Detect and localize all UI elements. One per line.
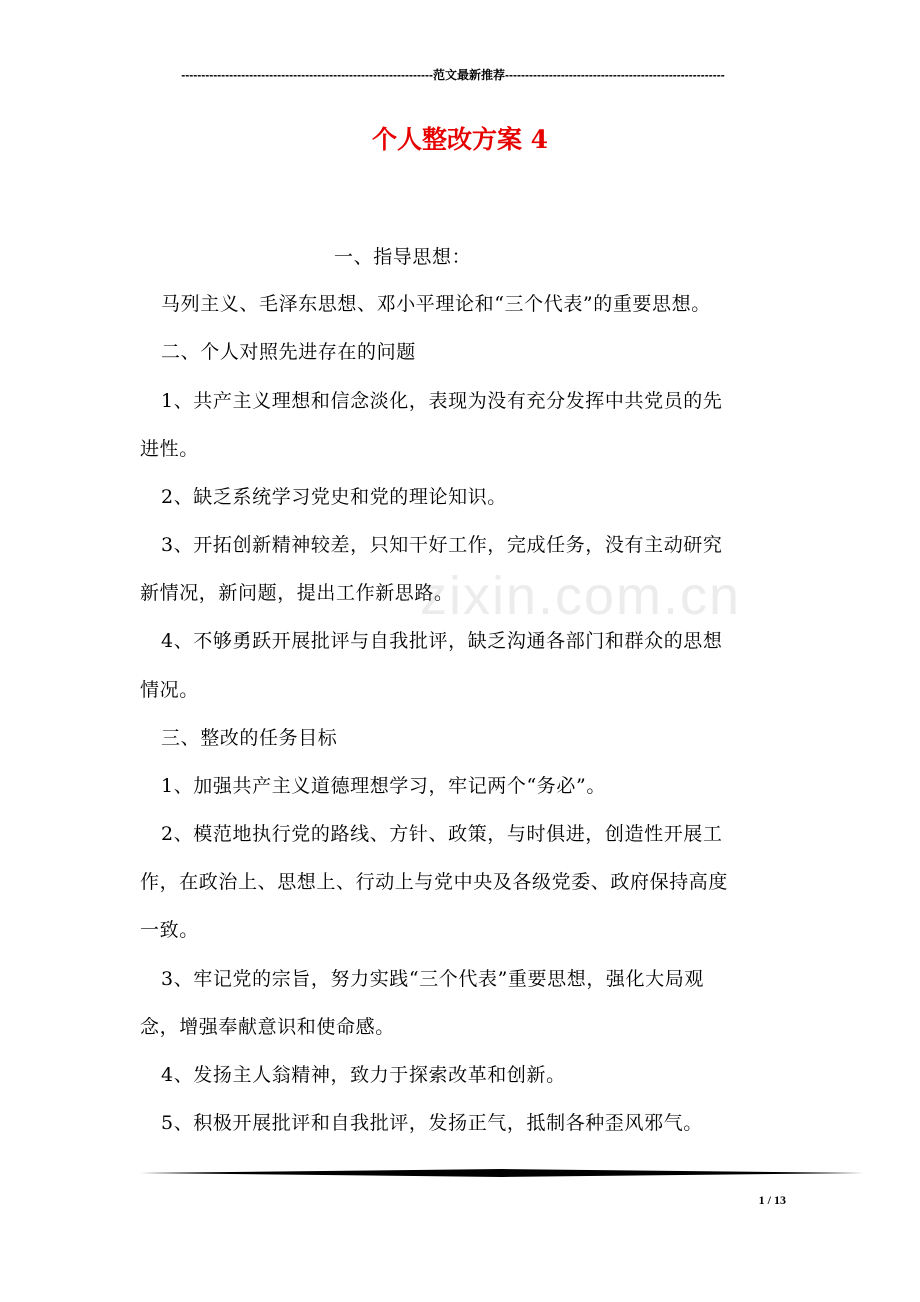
paragraph-line: 5、积极开展批评和自我批评，发扬正气，抵制各种歪风邪气。	[161, 1112, 703, 1134]
paragraph-line: 3、开拓创新精神较差，只知干好工作，完成任务，没有主动研究	[161, 534, 723, 556]
section-heading: 一、指导思想：	[334, 246, 472, 268]
section-heading: 二、个人对照先进存在的问题	[161, 341, 416, 363]
paragraph-line: 1、加强共产主义道德理想学习，牢记两个“务必”。	[161, 775, 606, 797]
paragraph-line: 2、缺乏系统学习党史和党的理论知识。	[161, 486, 507, 508]
paragraph-line: 新情况，新问题，提出工作新思路。	[140, 582, 454, 604]
section-heading: 三、整改的任务目标	[161, 727, 338, 749]
paragraph-line: 1、共产主义理想和信念淡化，表现为没有充分发挥中共党员的先	[161, 390, 723, 412]
document-title: 个人整改方案 4	[371, 125, 549, 154]
paragraph-line: 4、发扬主人翁精神，致力于探索改革和创新。	[161, 1064, 566, 1086]
watermark: zixin.com.cn	[420, 566, 742, 626]
paragraph-line: 念，增强奉献意识和使命感。	[140, 1016, 395, 1038]
footer-divider	[140, 1168, 864, 1178]
header-banner: ---------------------------------------------------------------范文最新推荐-------------------------------------------------------	[181, 68, 725, 82]
paragraph-line: 2、模范地执行党的路线、方针、政策，与时俱进，创造性开展工	[161, 823, 723, 845]
paragraph-line: 3、牢记党的宗旨，努力实践“三个代表”重要思想，强化大局观	[161, 968, 704, 990]
paragraph-line: 一致。	[140, 919, 199, 941]
paragraph-line: 作，在政治上、思想上、行动上与党中央及各级党委、政府保持高度	[140, 871, 729, 893]
paragraph-line: 进性。	[140, 438, 199, 460]
paragraph-line: 情况。	[140, 679, 199, 701]
paragraph-line: 马列主义、毛泽东思想、邓小平理论和“三个代表”的重要思想。	[161, 293, 711, 315]
page-number: 1 / 13	[758, 1193, 786, 1207]
paragraph-line: 4、不够勇跃开展批评与自我批评，缺乏沟通各部门和群众的思想	[161, 630, 723, 652]
